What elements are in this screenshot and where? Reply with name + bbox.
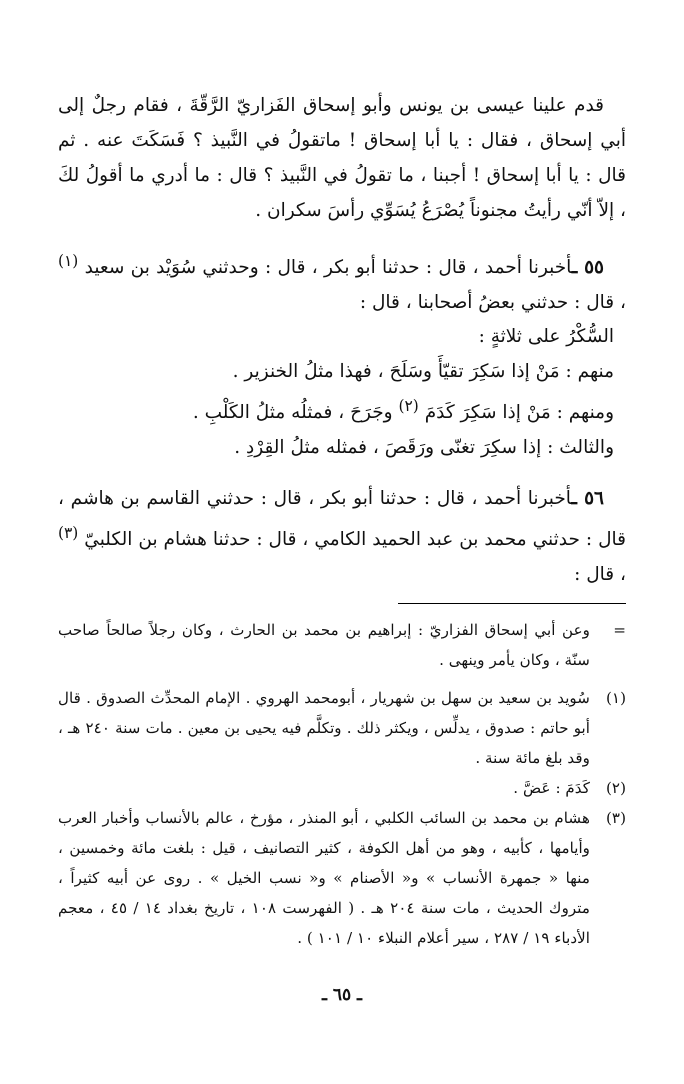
verse-line-1: منهم : مَنْ إذا سَكِرَ تقيّأَ وسَلَحَ ، فهذا مثلُ الخنزير . — [232, 360, 614, 382]
report-number-56: ٥٦ ـ — [571, 488, 604, 510]
verse-line-2-b: وجَرَحَ ، فمثلُه مثلُ الكَلْبِ . — [192, 402, 393, 424]
paragraph-55 — [58, 244, 626, 320]
footnote-3-text: هشام بن محمد بن السائب الكلبي ، أبو المنذر ، مؤرخ ، عالم بالأنساب وأخبار العرب وأيامها ، كأبيه ، وهو من أهل الكوفة ، كثير التصانيف ، قيل : بلغت مائة وخمسين ، منها « جمهرة الأنساب » و« الأصنام » و« نسب الخيل » . روى عن أبيه كثيراً ، متروك الحديث ، مات سنة ٢٠٤ هـ . ( الفهرست ١٠٨ ، تاريخ بغداد ١٤ / ٤٥ ، معجم الأدباء ١٩ / ٢٨٧ ، سير أعلام النبلاء ١٠ / ١٠١ ) . — [58, 809, 590, 947]
verse-line-3: والثالث : إذا سكِرَ تغنّى ورَقَصَ ، فمثله مثلُ القِرْدِ . — [234, 436, 614, 458]
footnote-1-text: سُويد بن سعيد بن سهل بن شهريار ، أبومحمد الهروي . الإمام المحدِّث الصدوق . قال أبو حاتم : صدوق ، يدلِّس ، ويكثر ذلك . وتكلَّم فيه يحيى بن معين . مات سنة ٢٤٠ هـ ، وقد بلغ مائة سنة . — [58, 689, 590, 767]
footnote-ref-1: (١) — [58, 252, 79, 270]
paragraph-55-tail: ، قال : حدثني بعضُ أصحابنا ، قال : — [359, 292, 626, 314]
footnote-3-mark: (٣) — [605, 809, 626, 827]
footnote-2-text: كَدَمَ : عَضَّ . — [513, 779, 590, 797]
page-number: ـ ٦٥ ـ — [321, 985, 363, 1005]
paragraph-56 — [58, 481, 626, 592]
main-text — [58, 88, 626, 592]
footnote-continuation — [58, 615, 626, 675]
footnote-3 — [58, 803, 626, 953]
verse-intro: السُّكْرُ على ثلاثةٍ : — [478, 326, 614, 348]
paragraph-56-tail: ، قال : — [574, 564, 626, 586]
footnote-ref-2: (٢) — [398, 397, 419, 416]
footnote-2 — [58, 773, 626, 803]
footnote-ref-3: (٣) — [58, 524, 79, 543]
footnote-2-mark: (٢) — [605, 779, 626, 797]
footnotes — [58, 615, 626, 953]
footnote-continuation-mark: = — [613, 621, 626, 639]
footnote-1 — [58, 683, 626, 773]
footnote-1-mark: (١) — [605, 689, 626, 707]
paragraph-1: قدم علينا عيسى بن يونس وأبو إسحاق الفَزاريّ الرَّقّةَ ، فقام رجلٌ إلى أبي إسحاق ، فقال : يا أبا إسحاق ! ماتقولُ في النَّبيذ ؟ فَسَكَتَ عنه . ثم قال : يا أبا إسحاق ! أجبنا ، ما تقولُ في النَّبيذ ؟ قال : ما أدري ما أقولُ لكَ ، إلاّ أنّي رأيتُ مجنوناً يُصْرَعُ يُسَوِّي رأسَ سكران . — [58, 95, 626, 221]
verse-line-2-a: ومنهم : مَنْ إذا سَكِرَ كَدَمَ — [424, 402, 614, 424]
footnote-separator — [398, 603, 626, 604]
footnote-continuation-text: وعن أبي إسحاق الفزاريّ : إبراهيم بن محمد بن الحارث ، وكان رجلاً صالحاً صاحب سنّة ، وكان يأمر وينهى . — [58, 621, 590, 669]
paragraph-55-text: أخبرنا أحمد ، قال : حدثنا أبو بكر ، قال : وحدثني سُوَيْد بن سعيد — [84, 257, 572, 279]
report-number-55: ٥٥ ـ — [571, 257, 604, 279]
paragraph-56-text: أخبرنا أحمد ، قال : حدثنا أبو بكر ، قال : حدثني القاسم بن هاشم ، قال : حدثني محمد بن عبد الحميد الكامي ، قال : حدثنا هشام بن الكلبيّ — [58, 488, 626, 551]
verse-line-2 — [58, 389, 626, 431]
